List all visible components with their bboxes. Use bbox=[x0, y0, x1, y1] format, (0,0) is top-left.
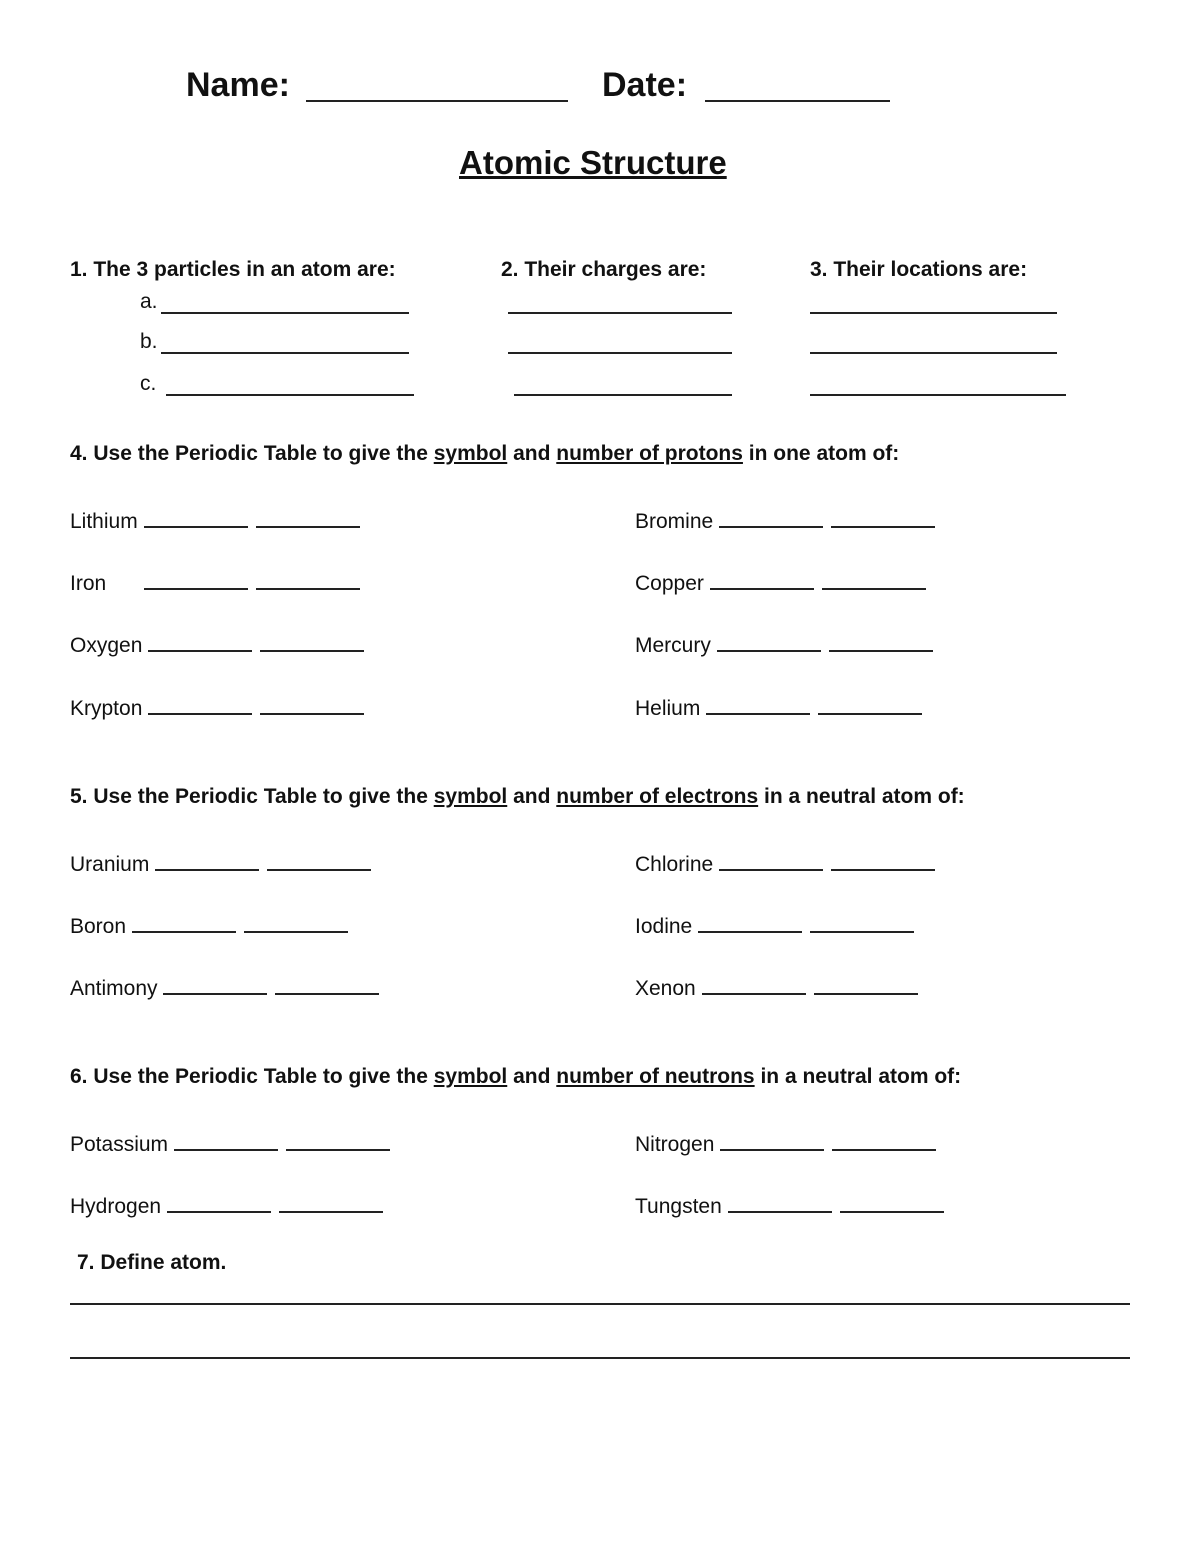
location-c-blank[interactable] bbox=[810, 372, 1066, 396]
answer-blank[interactable] bbox=[698, 909, 802, 933]
answer-blank[interactable] bbox=[831, 504, 935, 528]
q5-and: and bbox=[513, 785, 551, 808]
define-answer-line-1[interactable] bbox=[70, 1303, 1130, 1305]
answer-blank[interactable] bbox=[132, 909, 236, 933]
question-3: 3. Their locations are: bbox=[810, 258, 1028, 281]
answer-blank[interactable] bbox=[275, 971, 379, 995]
charge-b-blank[interactable] bbox=[508, 330, 732, 354]
answer-blank[interactable] bbox=[174, 1127, 278, 1151]
q5-left-0: Uranium bbox=[70, 847, 371, 877]
q6-right-1: Tungsten bbox=[635, 1189, 944, 1219]
particle-c-blank[interactable] bbox=[166, 372, 414, 396]
answer-blank[interactable] bbox=[728, 1189, 832, 1213]
q5-symbol: symbol bbox=[433, 785, 508, 808]
q4-left-0: Lithium bbox=[70, 504, 360, 534]
q6-neutrons: number of neutrons bbox=[556, 1065, 755, 1088]
answer-blank[interactable] bbox=[822, 566, 926, 590]
q5-left-1: Boron bbox=[70, 909, 348, 939]
q6-right-0: Nitrogen bbox=[635, 1127, 936, 1157]
answer-blank[interactable] bbox=[702, 971, 806, 995]
q4-and: and bbox=[513, 442, 551, 465]
answer-blank[interactable] bbox=[144, 566, 248, 590]
answer-blank[interactable] bbox=[163, 971, 267, 995]
q4-post: in one atom of: bbox=[748, 442, 900, 465]
q4-left-2: Oxygen bbox=[70, 628, 364, 658]
answer-blank[interactable] bbox=[706, 691, 810, 715]
q4-right-3: Helium bbox=[635, 691, 922, 721]
q6-left-1: Hydrogen bbox=[70, 1189, 383, 1219]
answer-blank[interactable] bbox=[717, 628, 821, 652]
q5-pre: 5. Use the Periodic Table to give the bbox=[70, 785, 428, 808]
answer-blank[interactable] bbox=[831, 847, 935, 871]
answer-blank[interactable] bbox=[267, 847, 371, 871]
answer-blank[interactable] bbox=[148, 628, 252, 652]
answer-blank[interactable] bbox=[155, 847, 259, 871]
q6-post: in a neutral atom of: bbox=[760, 1065, 962, 1088]
define-answer-line-2[interactable] bbox=[70, 1357, 1130, 1359]
answer-blank[interactable] bbox=[286, 1127, 390, 1151]
answer-blank[interactable] bbox=[810, 909, 914, 933]
q5-electrons: number of electrons bbox=[556, 785, 759, 808]
answer-blank[interactable] bbox=[720, 1127, 824, 1151]
q4-left-1: Iron bbox=[70, 566, 360, 596]
q5-right-1: Iodine bbox=[635, 909, 914, 939]
q4-left-3: Krypton bbox=[70, 691, 364, 721]
date-label: Date: bbox=[602, 66, 688, 104]
charge-a-blank[interactable] bbox=[508, 290, 732, 314]
q6-symbol: symbol bbox=[433, 1065, 508, 1088]
particle-b-blank[interactable] bbox=[161, 330, 409, 354]
q4-right-1: Copper bbox=[635, 566, 926, 596]
q4-right-2: Mercury bbox=[635, 628, 933, 658]
answer-blank[interactable] bbox=[167, 1189, 271, 1213]
answer-blank[interactable] bbox=[256, 566, 360, 590]
location-a-blank[interactable] bbox=[810, 290, 1057, 314]
q5-post: in a neutral atom of: bbox=[764, 785, 965, 808]
answer-blank[interactable] bbox=[814, 971, 918, 995]
question-6 bbox=[70, 1065, 961, 1089]
q4-pre: 4. Use the Periodic Table to give the bbox=[70, 442, 428, 465]
charge-c-blank[interactable] bbox=[514, 372, 732, 396]
question-7: 7. Define atom. bbox=[77, 1251, 227, 1274]
q5-right-2: Xenon bbox=[635, 971, 918, 1001]
location-b-blank[interactable] bbox=[810, 330, 1057, 354]
particle-c-label: c. bbox=[140, 372, 157, 395]
q6-pre: 6. Use the Periodic Table to give the bbox=[70, 1065, 428, 1088]
answer-blank[interactable] bbox=[144, 504, 248, 528]
q6-and: and bbox=[513, 1065, 551, 1088]
particle-a-label: a. bbox=[140, 290, 158, 313]
answer-blank[interactable] bbox=[818, 691, 922, 715]
answer-blank[interactable] bbox=[148, 691, 252, 715]
answer-blank[interactable] bbox=[279, 1189, 383, 1213]
q4-symbol: symbol bbox=[433, 442, 508, 465]
answer-blank[interactable] bbox=[840, 1189, 944, 1213]
question-5 bbox=[70, 785, 965, 809]
q5-right-0: Chlorine bbox=[635, 847, 935, 877]
answer-blank[interactable] bbox=[260, 628, 364, 652]
q6-left-0: Potassium bbox=[70, 1127, 390, 1157]
particle-b-label: b. bbox=[140, 330, 158, 353]
question-1: 1. The 3 particles in an atom are: bbox=[70, 258, 396, 281]
answer-blank[interactable] bbox=[829, 628, 933, 652]
date-blank[interactable] bbox=[705, 78, 890, 102]
answer-blank[interactable] bbox=[719, 847, 823, 871]
particle-a-blank[interactable] bbox=[161, 290, 409, 314]
answer-blank[interactable] bbox=[244, 909, 348, 933]
answer-blank[interactable] bbox=[719, 504, 823, 528]
name-label: Name: bbox=[186, 66, 290, 104]
q4-right-0: Bromine bbox=[635, 504, 935, 534]
answer-blank[interactable] bbox=[260, 691, 364, 715]
question-4 bbox=[70, 442, 899, 466]
answer-blank[interactable] bbox=[256, 504, 360, 528]
answer-blank[interactable] bbox=[710, 566, 814, 590]
q4-protons: number of protons bbox=[556, 442, 743, 465]
question-2: 2. Their charges are: bbox=[501, 258, 707, 281]
answer-blank[interactable] bbox=[832, 1127, 936, 1151]
page-title: Atomic Structure bbox=[459, 144, 727, 181]
name-blank[interactable] bbox=[306, 78, 568, 102]
q5-left-2: Antimony bbox=[70, 971, 379, 1001]
